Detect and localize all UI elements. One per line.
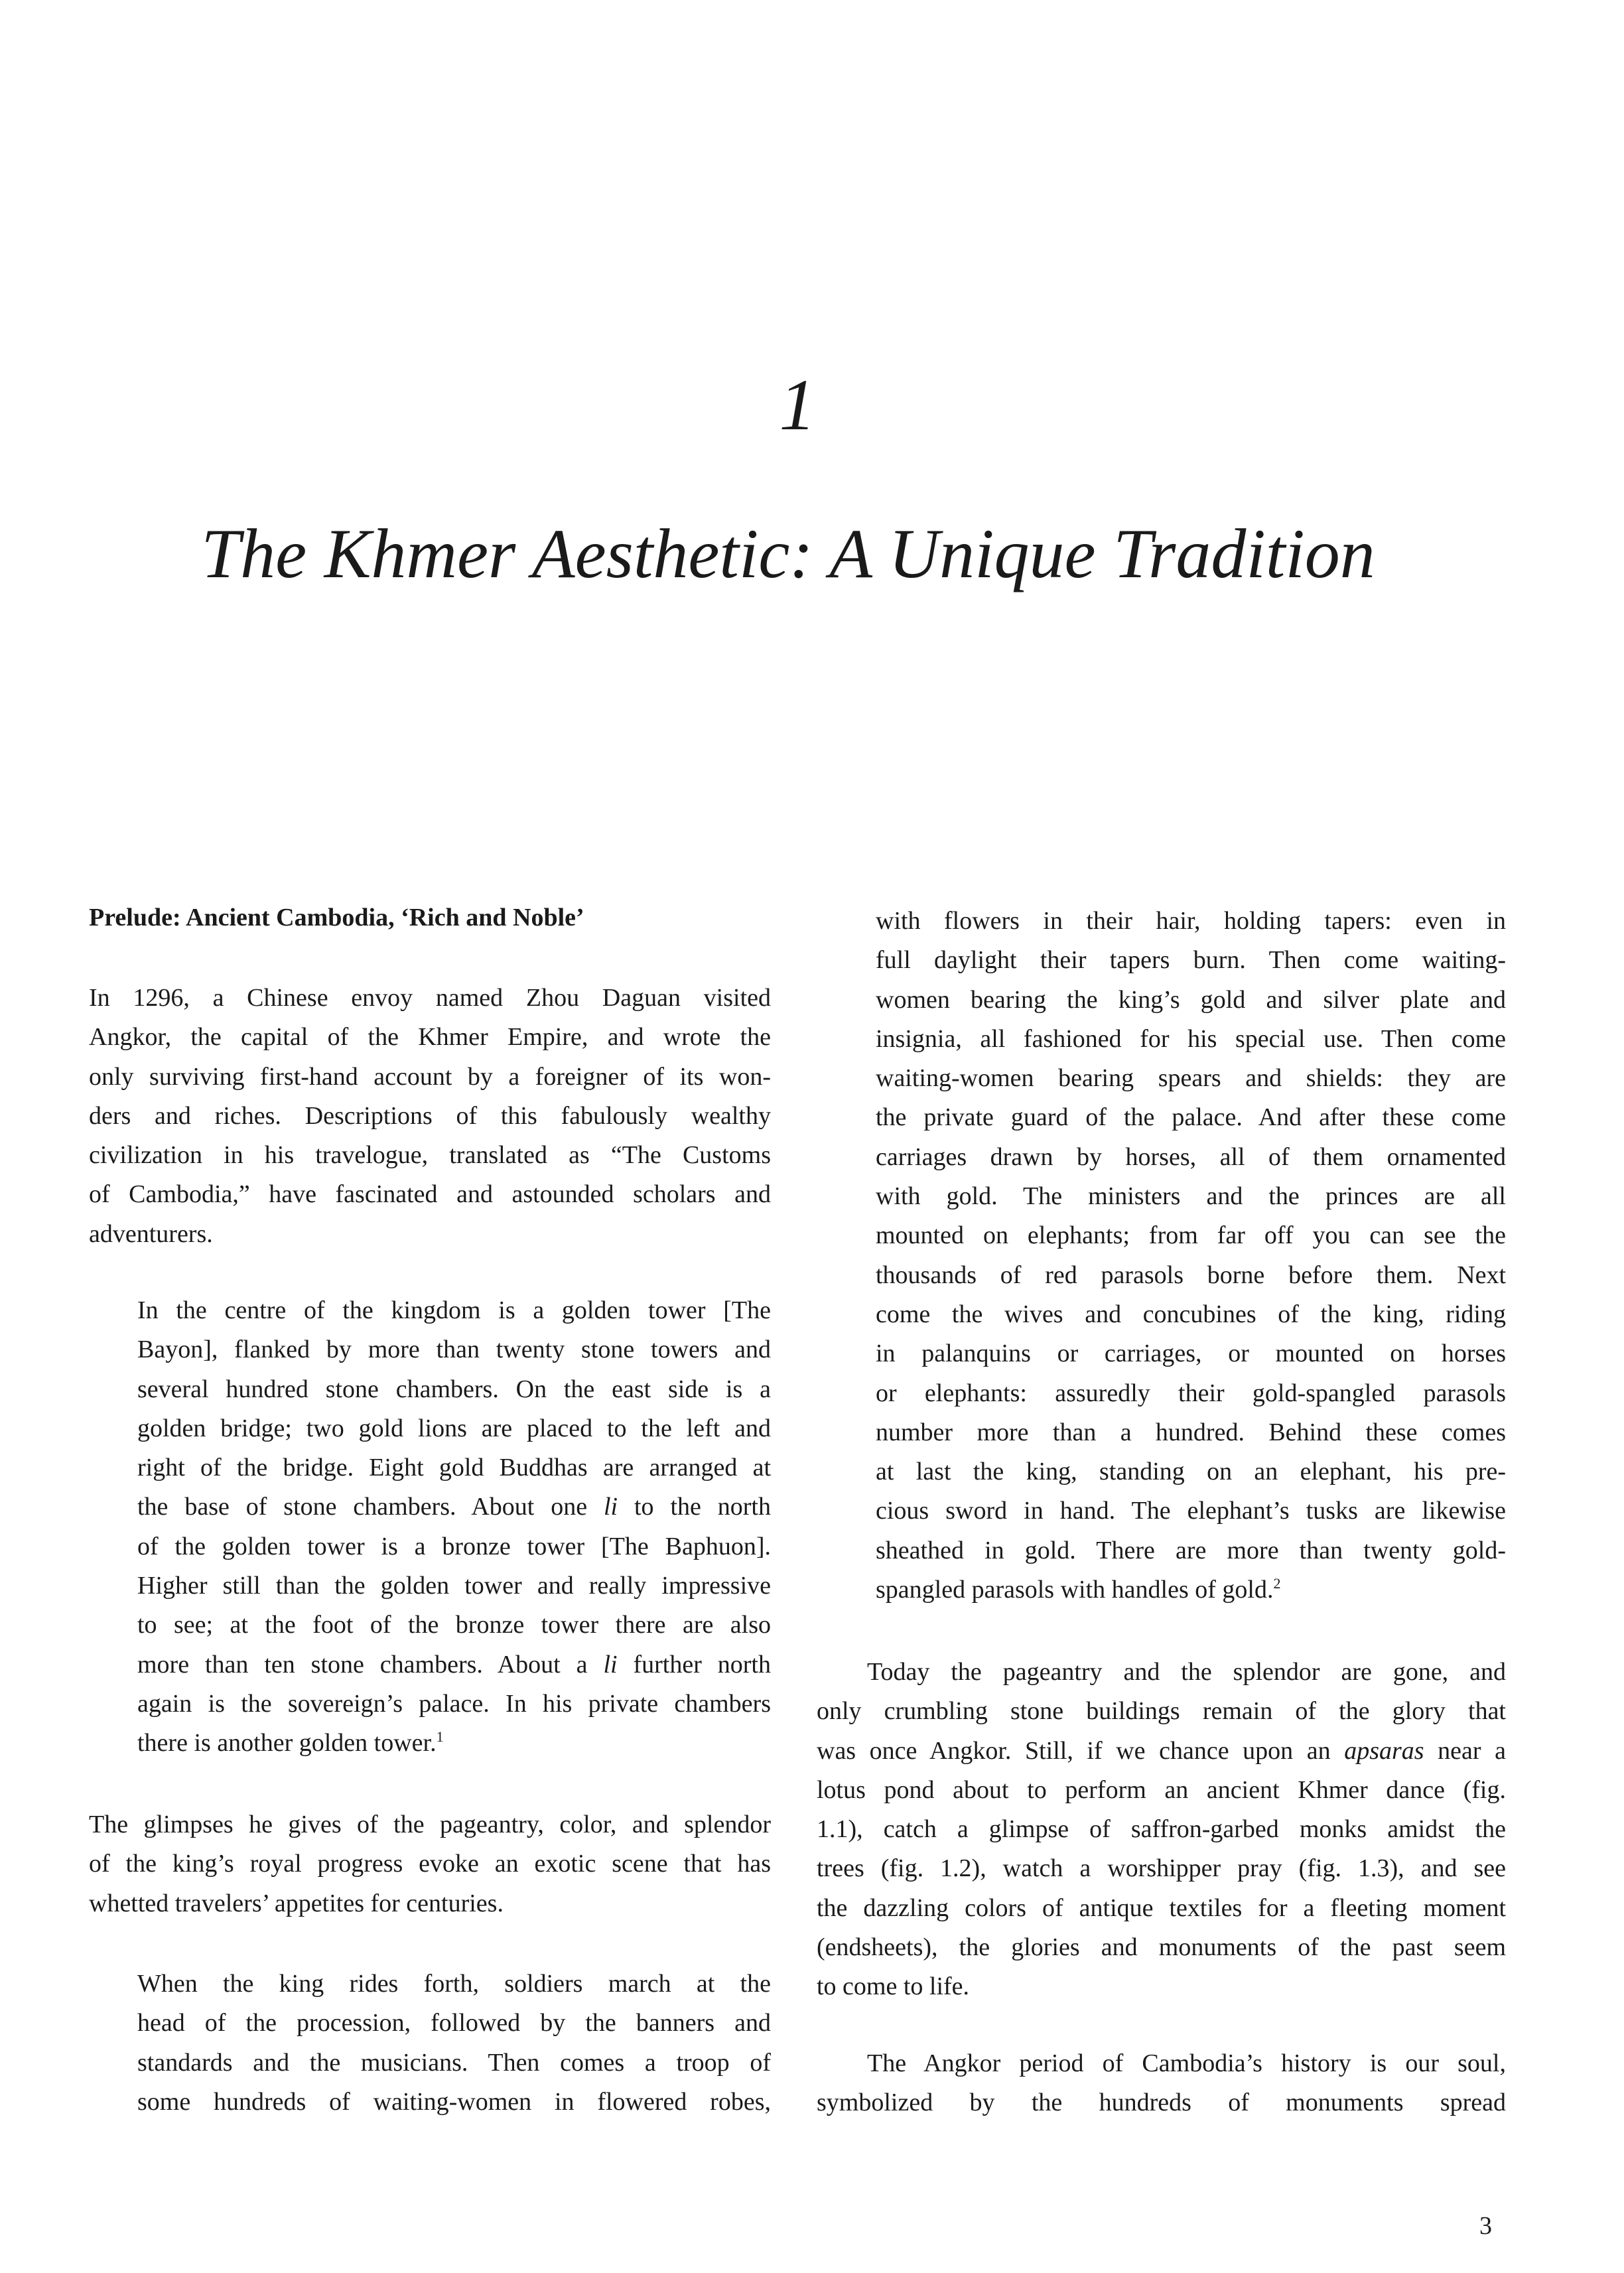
- text-line: Angkor, the capital of the Khmer Empire, and wrote the: [89, 1023, 771, 1052]
- chapter-title: The Khmer Aesthetic: A Unique Tradition: [201, 515, 1375, 592]
- paragraph: [89, 1805, 771, 1923]
- text-line: (endsheets), the glories and monuments of the past seem: [817, 1933, 1506, 1962]
- page-number: 3: [1479, 2212, 1492, 2240]
- text-line: insignia, all fashioned for his special use. Then come: [876, 1024, 1506, 1053]
- text-line: there is another golden tower.$^1$: [137, 1728, 444, 1757]
- text-line: When the king rides forth, soldiers march at the: [137, 1970, 771, 1998]
- block-quote: [137, 1964, 771, 2122]
- text-line: only surviving first-hand account by a foreigner of its won-: [89, 1062, 771, 1091]
- text-line: cious sword in hand. The elephant’s tusks are likewise: [876, 1497, 1506, 1525]
- paragraph: [817, 2044, 1506, 2123]
- text-line: spangled parasols with handles of gold.$^2$: [876, 1575, 1281, 1604]
- text-line: The glimpses he gives of the pageantry, color, and splendor: [89, 1811, 771, 1838]
- text-line: only crumbling stone buildings remain of the glory that: [817, 1697, 1506, 1726]
- text-line: head of the procession, followed by the banners and: [137, 2009, 771, 2037]
- text-line: full daylight their tapers burn. Then come waiting-: [876, 946, 1506, 975]
- text-line: trees (fig. 1.2), watch a worshipper pray (fig. 1.3), and see: [817, 1854, 1506, 1883]
- text-line: of the king’s royal progress evoke an exotic scene that has: [89, 1850, 771, 1878]
- text-line: Bayon], flanked by more than twenty stone towers and: [137, 1336, 771, 1364]
- text-line: right of the bridge. Eight gold Buddhas are arranged at: [137, 1454, 771, 1482]
- text-line: was once Angkor. Still, if we chance upon an apsaras near a: [817, 1736, 1506, 1765]
- text-line: The Angkor period of Cambodia’s history is our soul,: [867, 2049, 1506, 2077]
- text-line: Today the pageantry and the splendor are gone, and: [867, 1658, 1506, 1686]
- paragraph: [817, 1653, 1506, 2007]
- text-line: with flowers in their hair, holding tapers: even in: [876, 907, 1506, 935]
- paragraph: [89, 979, 771, 1254]
- text-line: In the centre of the kingdom is a golden tower [The: [137, 1296, 771, 1324]
- footnote-marker: 1: [436, 1728, 444, 1746]
- text-line: whetted travelers’ appetites for centuries.: [89, 1889, 504, 1917]
- block-quote: [137, 1291, 771, 1763]
- text-line: In 1296, a Chinese envoy named Zhou Daguan visited: [89, 984, 771, 1012]
- text-line: of Cambodia,” have fascinated and astounded scholars and: [89, 1180, 771, 1209]
- text-line: women bearing the king’s gold and silver plate and: [876, 985, 1506, 1014]
- text-line: civilization in his travelogue, translated as “The Customs: [89, 1141, 771, 1170]
- text-line: waiting-women bearing spears and shields: they are: [876, 1064, 1506, 1093]
- text-line: some hundreds of waiting-women in flowered robes,: [137, 2087, 771, 2116]
- text-line: more than ten stone chambers. About a li further north: [137, 1650, 771, 1679]
- text-line: carriages drawn by horses, all of them ornamented: [876, 1142, 1506, 1171]
- text-line: the dazzling colors of antique textiles for a fleeting moment: [817, 1894, 1506, 1922]
- text-line: the private guard of the palace. And after these come: [876, 1103, 1506, 1132]
- footnote-marker: 2: [1273, 1575, 1281, 1592]
- text-line: Higher still than the golden tower and really impressive: [137, 1572, 771, 1600]
- text-line: several hundred stone chambers. On the east side is a: [137, 1375, 771, 1403]
- text-line: mounted on elephants; from far off you can see the: [876, 1221, 1506, 1250]
- text-line: adventurers.: [89, 1219, 213, 1248]
- italic-term: li: [603, 1650, 618, 1679]
- text-line: 1.1), catch a glimpse of saffron-garbed monks amidst the: [817, 1815, 1506, 1844]
- text-line: the base of stone chambers. About one li to the north: [137, 1493, 771, 1521]
- text-line: come the wives and concubines of the king, riding: [876, 1300, 1506, 1328]
- text-line: standards and the musicians. Then comes a troop of: [137, 2048, 771, 2077]
- chapter-number: 1: [779, 364, 816, 445]
- section-heading: Prelude: Ancient Cambodia, ‘Rich and Noble’: [89, 904, 584, 931]
- text-line: lotus pond about to perform an ancient Khmer dance (fig.: [817, 1775, 1506, 1804]
- text-line: to see; at the foot of the bronze tower there are also: [137, 1611, 771, 1639]
- text-line: thousands of red parasols borne before them. Next: [876, 1261, 1506, 1289]
- text-line: in palanquins or carriages, or mounted on horses: [876, 1340, 1506, 1368]
- text-line: sheathed in gold. There are more than twenty gold-: [876, 1536, 1506, 1564]
- text-line: golden bridge; two gold lions are placed to the left and: [137, 1414, 771, 1442]
- text-line: or elephants: assuredly their gold-spangled parasols: [876, 1379, 1506, 1407]
- text-line: with gold. The ministers and the princes are all: [876, 1182, 1506, 1211]
- italic-term: apsaras: [1344, 1736, 1424, 1765]
- text-line: of the golden tower is a bronze tower [The Baphuon].: [137, 1532, 771, 1560]
- text-line: at last the king, standing on an elephant, his pre-: [876, 1458, 1506, 1486]
- text-line: to come to life.: [817, 1972, 970, 2001]
- text-line: again is the sovereign’s palace. In his private chambers: [137, 1689, 771, 1718]
- text-line: number more than a hundred. Behind these comes: [876, 1418, 1506, 1446]
- text-line: symbolized by the hundreds of monuments spread: [817, 2089, 1506, 2117]
- text-line: ders and riches. Descriptions of this fabulously wealthy: [89, 1101, 771, 1130]
- italic-term: li: [603, 1493, 618, 1521]
- block-quote-continued: [876, 902, 1506, 1610]
